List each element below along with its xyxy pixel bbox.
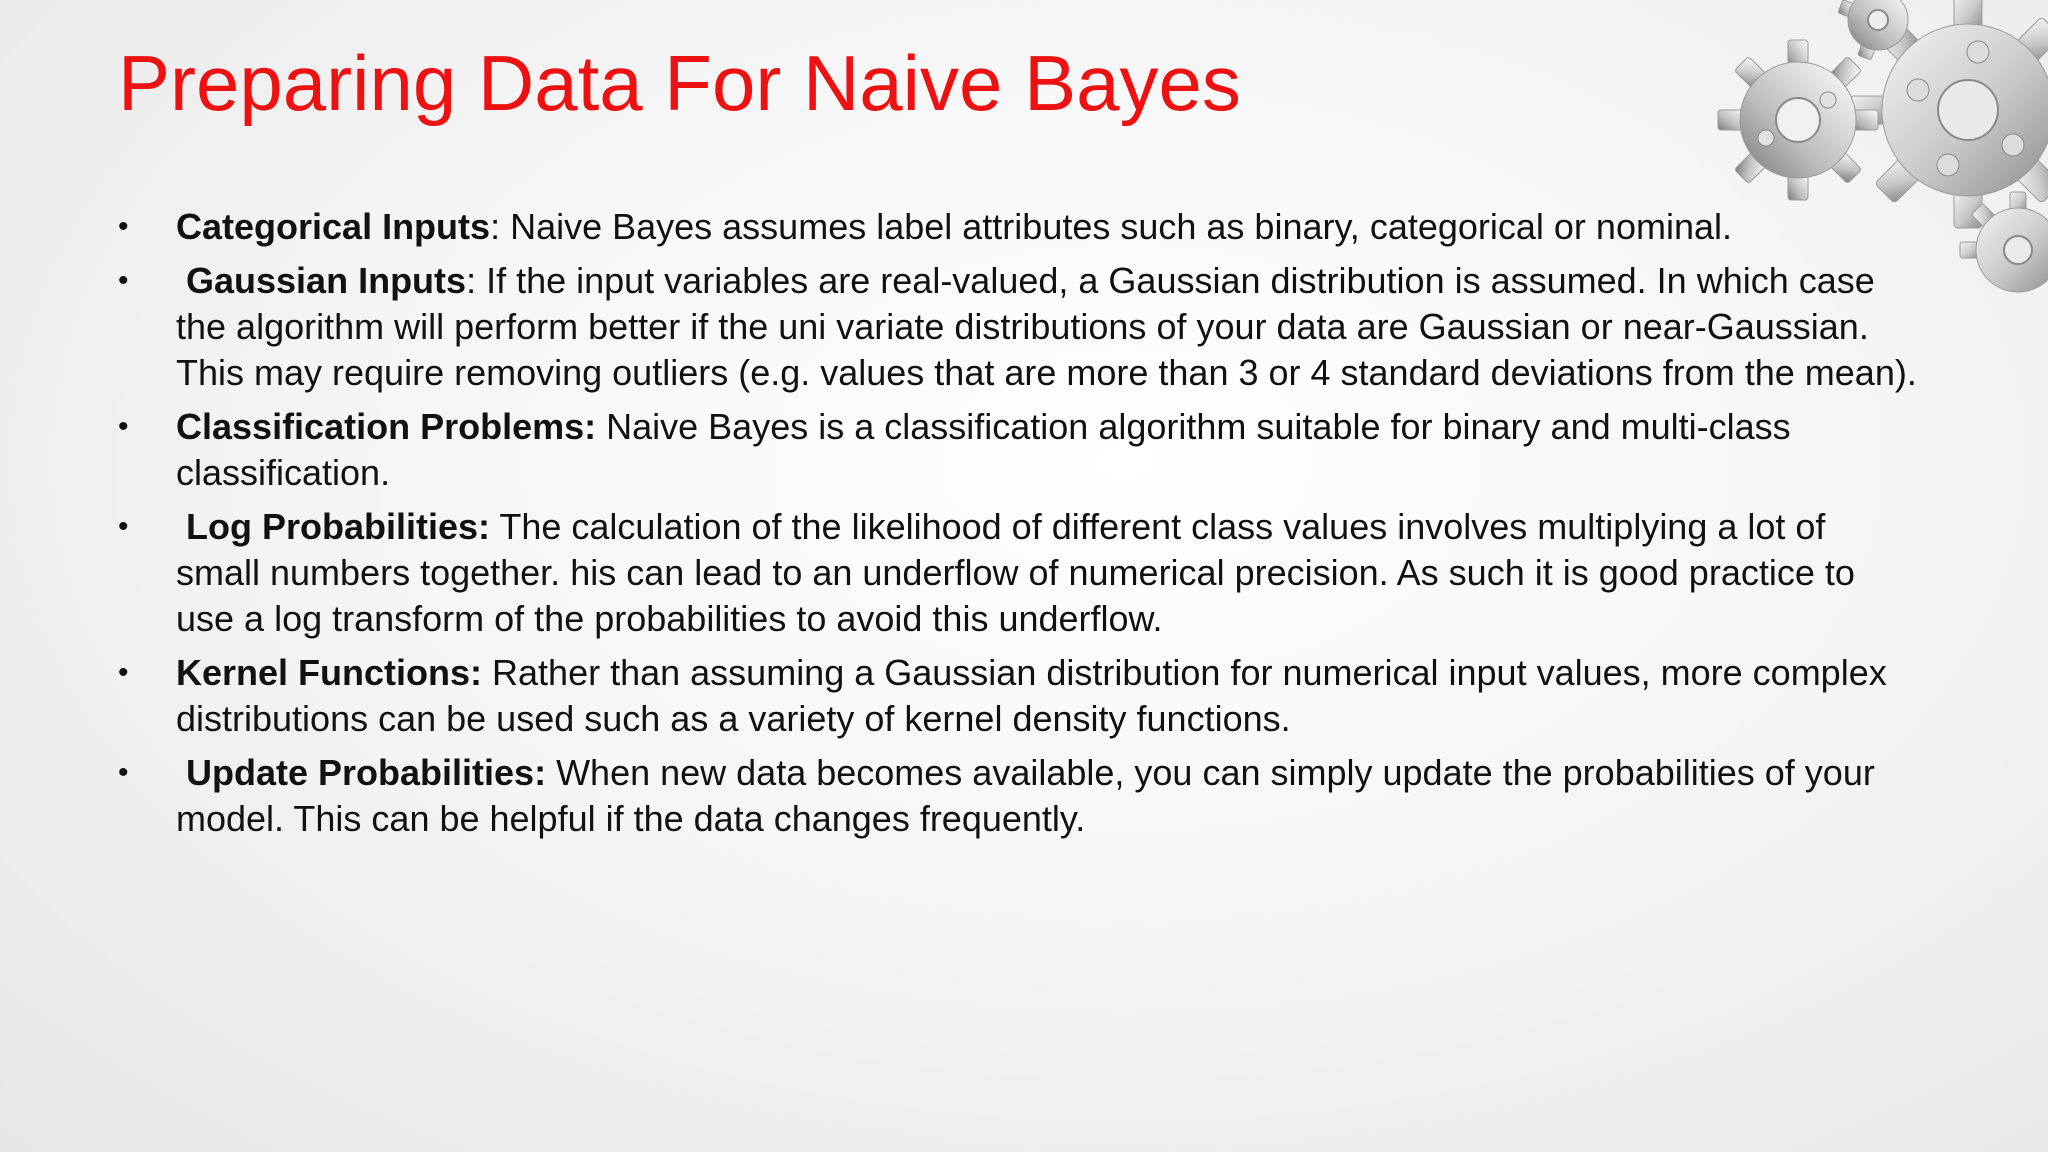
bullet-list: [118, 204, 1918, 850]
bullet-text: Naive Bayes is a classification algorithm suitable for binary and multi-class classification.: [176, 406, 1791, 493]
bullet-text: When new data becomes available, you can simply update the probabilities of your model. This can be helpful if the data changes frequently.: [176, 752, 1875, 839]
list-item: [118, 750, 1918, 842]
list-item: [118, 258, 1918, 396]
bullet-text: : If the input variables are real-valued, a Gaussian distribution is assumed. In which case the algorithm will perform better if the uni variate distributions of your data are Gaussian or near-Gaussian. This may require removing outliers (e.g. values that are more than 3 or 4 standard deviations from the mean).: [176, 260, 1917, 393]
bullet-text: The calculation of the likelihood of different class values involves multiplying a lot of small numbers together. his can lead to an underflow of numerical precision. As such it is good practice to use a log transform of the probabilities to avoid this underflow.: [176, 506, 1855, 639]
bullet-icon: •: [118, 264, 129, 297]
list-item: [118, 650, 1918, 742]
bullet-icon: •: [118, 756, 129, 789]
bullet-text: : Naive Bayes assumes label attributes such as binary, categorical or nominal.: [490, 206, 1732, 247]
bullet-icon: •: [118, 210, 129, 243]
bullet-icon: •: [118, 410, 129, 443]
bullet-term: Classification Problems:: [176, 406, 597, 447]
slide-title: Preparing Data For Naive Bayes: [118, 39, 1241, 127]
list-item: [118, 204, 1918, 250]
list-item: [118, 404, 1918, 496]
bullet-term: Log Probabilities:: [176, 506, 491, 547]
bullet-icon: •: [118, 510, 129, 543]
bullet-term: Kernel Functions:: [176, 652, 483, 693]
list-item: [118, 504, 1918, 642]
bullet-text: Rather than assuming a Gaussian distribution for numerical input values, more complex distributions can be used such as a variety of kernel density functions.: [176, 652, 1887, 739]
bullet-term: Gaussian Inputs: [176, 260, 467, 301]
bullet-icon: •: [118, 656, 129, 689]
bullet-term: Update Probabilities:: [176, 752, 547, 793]
bullet-term: Categorical Inputs: [176, 206, 491, 247]
